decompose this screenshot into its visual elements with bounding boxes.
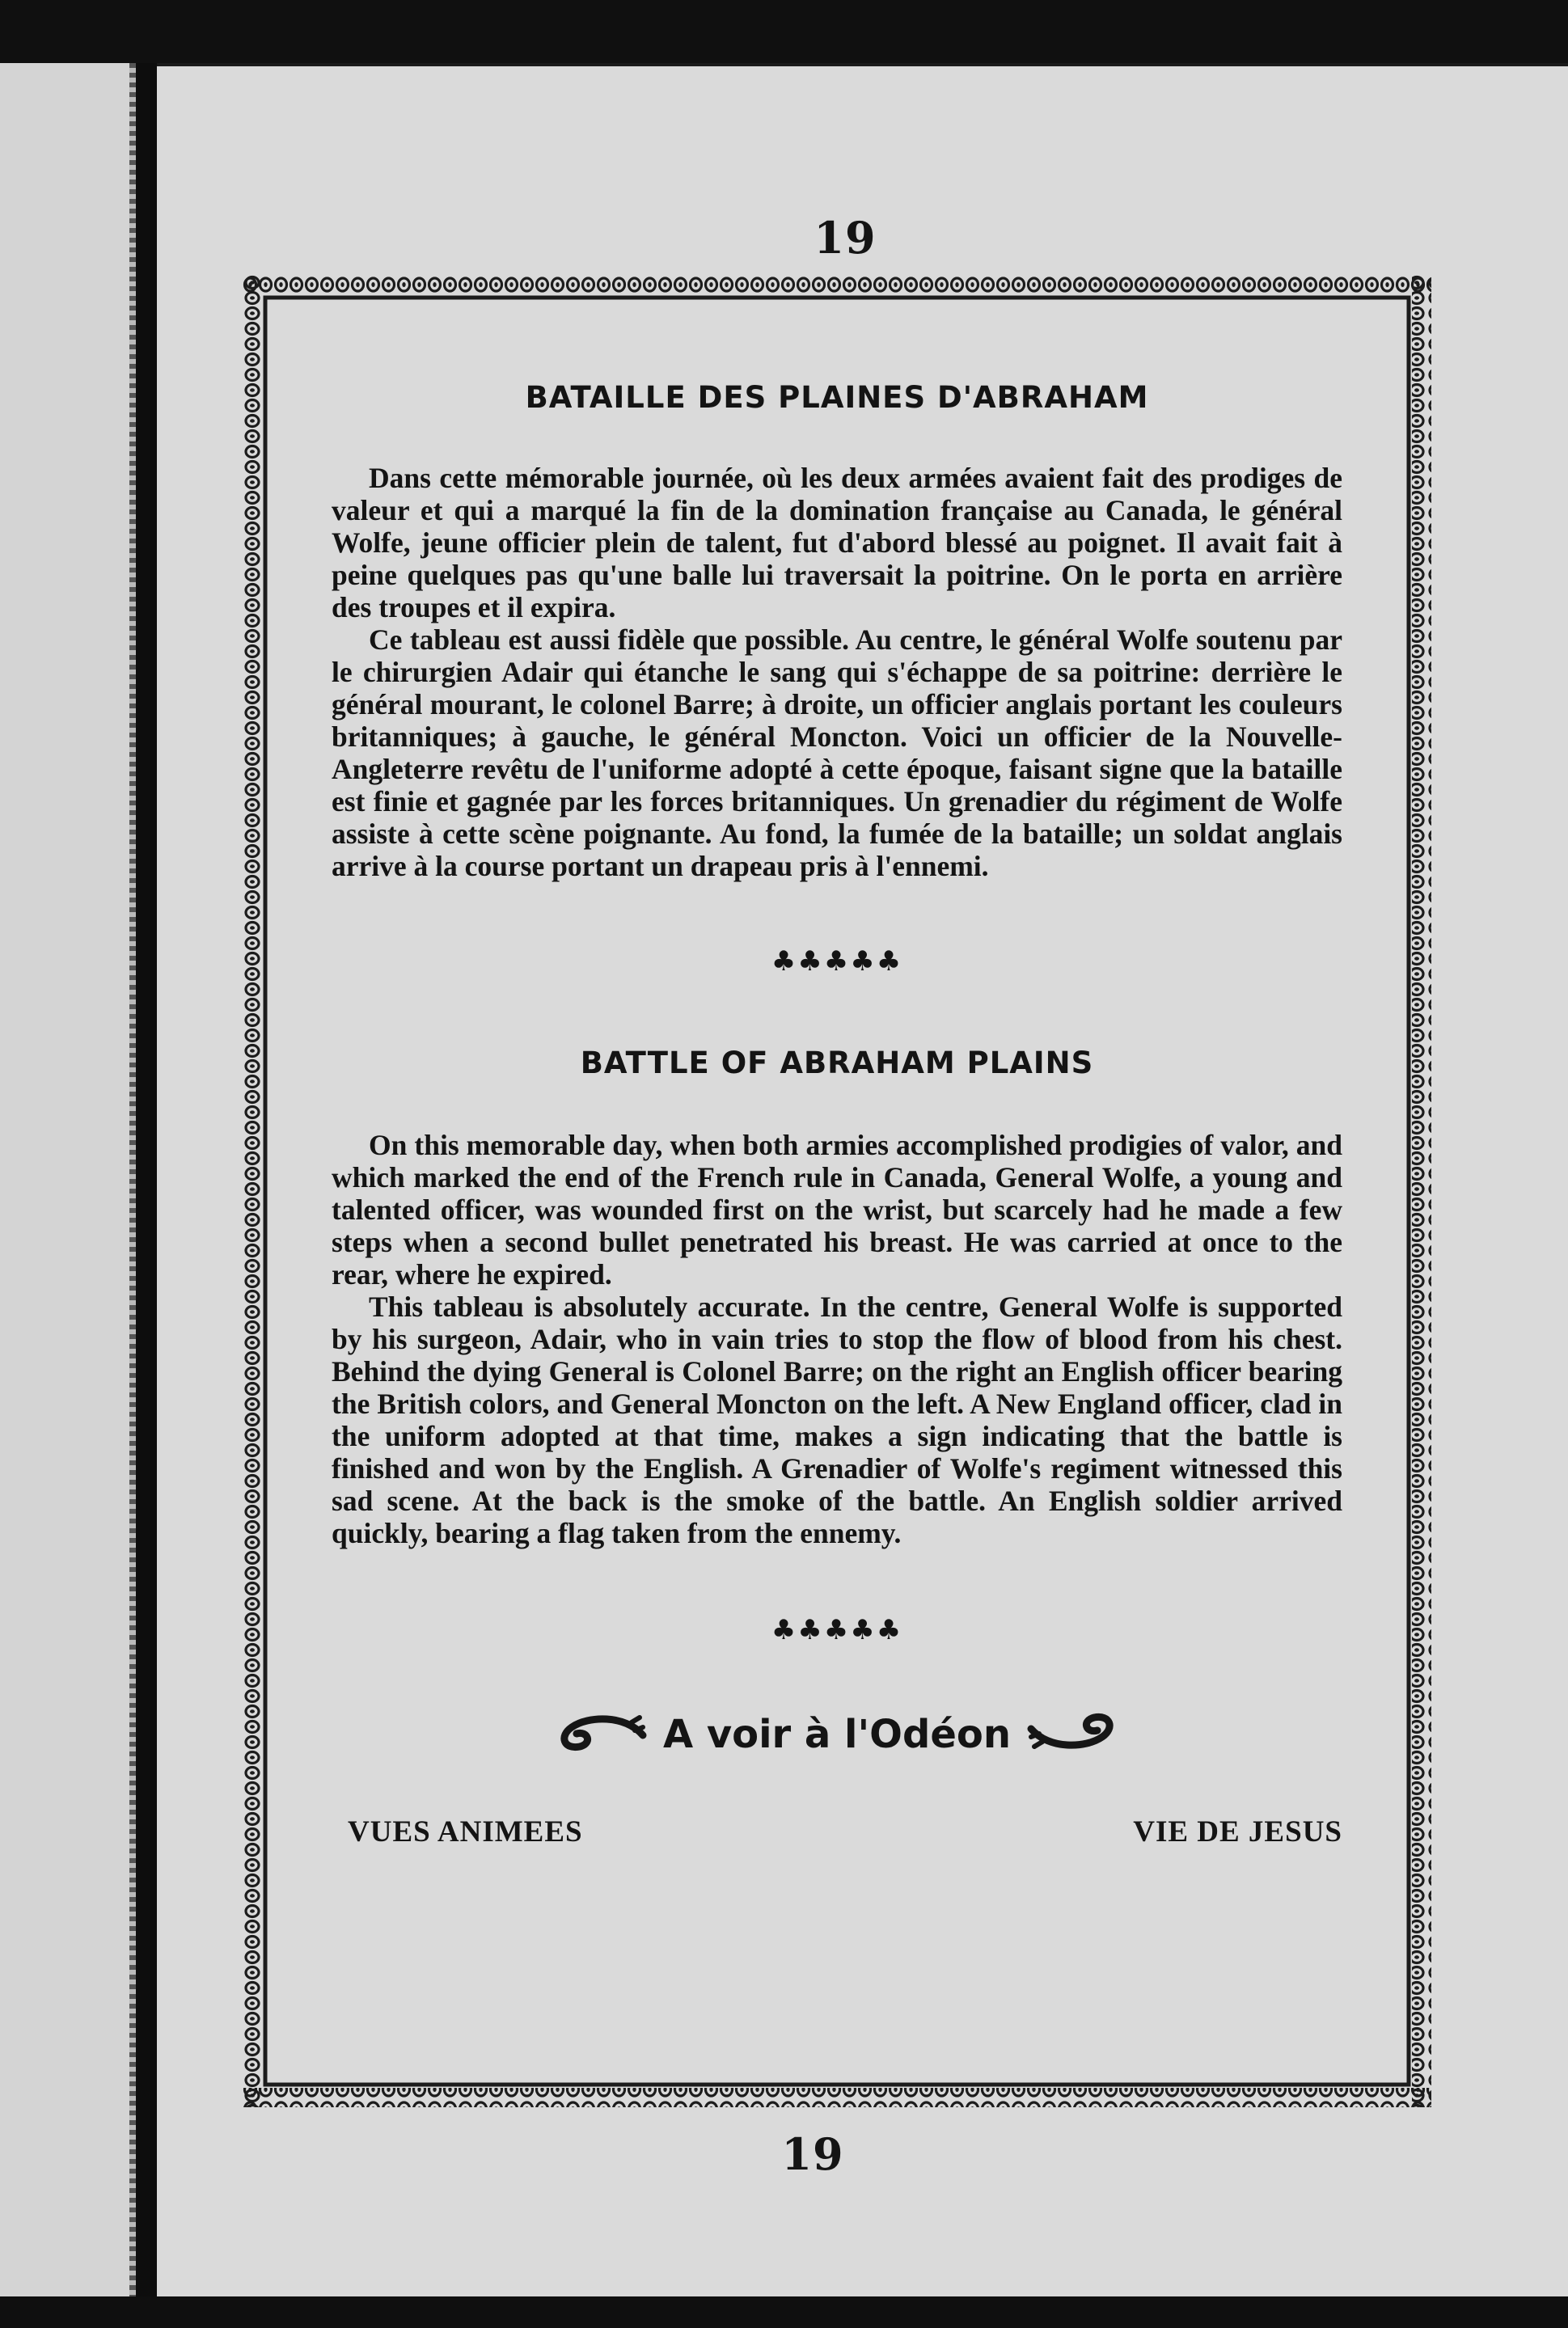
- french-paragraph-1: Dans cette mémorable journée, où les deux armées avaient fait des prodiges de valeur et qui a marqué la fin de la domination française au Canada, le général Wolfe, jeune officier plein de talent, fut d'abord blessé au poignet. Il avait fait à peine quelques pas qu'une balle lui traversait la poitrine. On le porta en arrière des troupes et il expira.: [332, 462, 1342, 623]
- page-content: [332, 348, 1342, 1849]
- scan-bottom-band: [0, 2296, 1568, 2328]
- adjacent-page-border: [129, 63, 136, 2296]
- scroll-ornament-left-icon: [552, 1711, 649, 1763]
- club-separator-2: ♣♣♣♣♣: [771, 1614, 903, 1646]
- book-spine: [136, 63, 157, 2296]
- odeon-announcement: [332, 1711, 1342, 1763]
- english-title: BATTLE OF ABRAHAM PLAINS: [580, 1046, 1094, 1080]
- french-title: BATAILLE DES PLAINES D'ABRAHAM: [525, 380, 1149, 415]
- club-separator-1: ♣♣♣♣♣: [771, 945, 903, 978]
- odeon-heading: A voir à l'Odéon: [662, 1712, 1012, 1757]
- page-number-bottom: 19: [781, 2128, 844, 2180]
- french-paragraph-2: Ce tableau est aussi fidèle que possible. Au centre, le général Wolfe soutenu par le chirurgien Adair qui étanche le sang qui s'échappe de sa poitrine: derrière le général mourant, le colonel Barre; à droite, un officier anglais portant les couleurs britanniques; à gauche, le général Moncton. Voici un officier de la Nouvelle-Angleterre revêtu de l'uniforme adopté à cette époque, faisant signe que la bataille est finie et gagnée par les forces britanniques. Un grenadier du régiment de Wolfe assiste à cette scène poignante. Au fond, la fumée de la bataille; un soldat anglais arrive à la course portant un drapeau pris à l'ennemi.: [332, 623, 1342, 882]
- scan-top-band: [0, 0, 1568, 63]
- adjacent-page-edge: [0, 63, 136, 2296]
- scroll-ornament-right-icon: [1025, 1711, 1122, 1763]
- program-footer: [332, 1815, 1342, 1849]
- page-number-top: 19: [814, 212, 877, 264]
- footer-right-title: VIE DE JESUS: [1133, 1815, 1342, 1848]
- english-paragraph-1: On this memorable day, when both armies accomplished prodigies of valor, and which marked the end of the French rule in Canada, General Wolfe, a young and talented officer, was wounded first on the wrist, but scarcely had he made a few steps when a second bullet penetrated his breast. He was carried at once to the rear, where he expired.: [332, 1129, 1342, 1291]
- footer-left-title: VUES ANIMEES: [348, 1815, 583, 1848]
- english-paragraph-2: This tableau is absolutely accurate. In the centre, General Wolfe is supported by his surgeon, Adair, who in vain tries to stop the flow of blood from his chest. Behind the dying General is Colonel Barre; on the right an English officer bearing the British colors, and General Moncton on the left. A New England officer, clad in the uniform adopted at that time, makes a sign indicating that the battle is finished and won by the English. A Grenadier of Wolfe's regiment witnessed this sad scene. At the back is the smoke of the battle. An English soldier arrived quickly, bearing a flag taken from the ennemy.: [332, 1291, 1342, 1549]
